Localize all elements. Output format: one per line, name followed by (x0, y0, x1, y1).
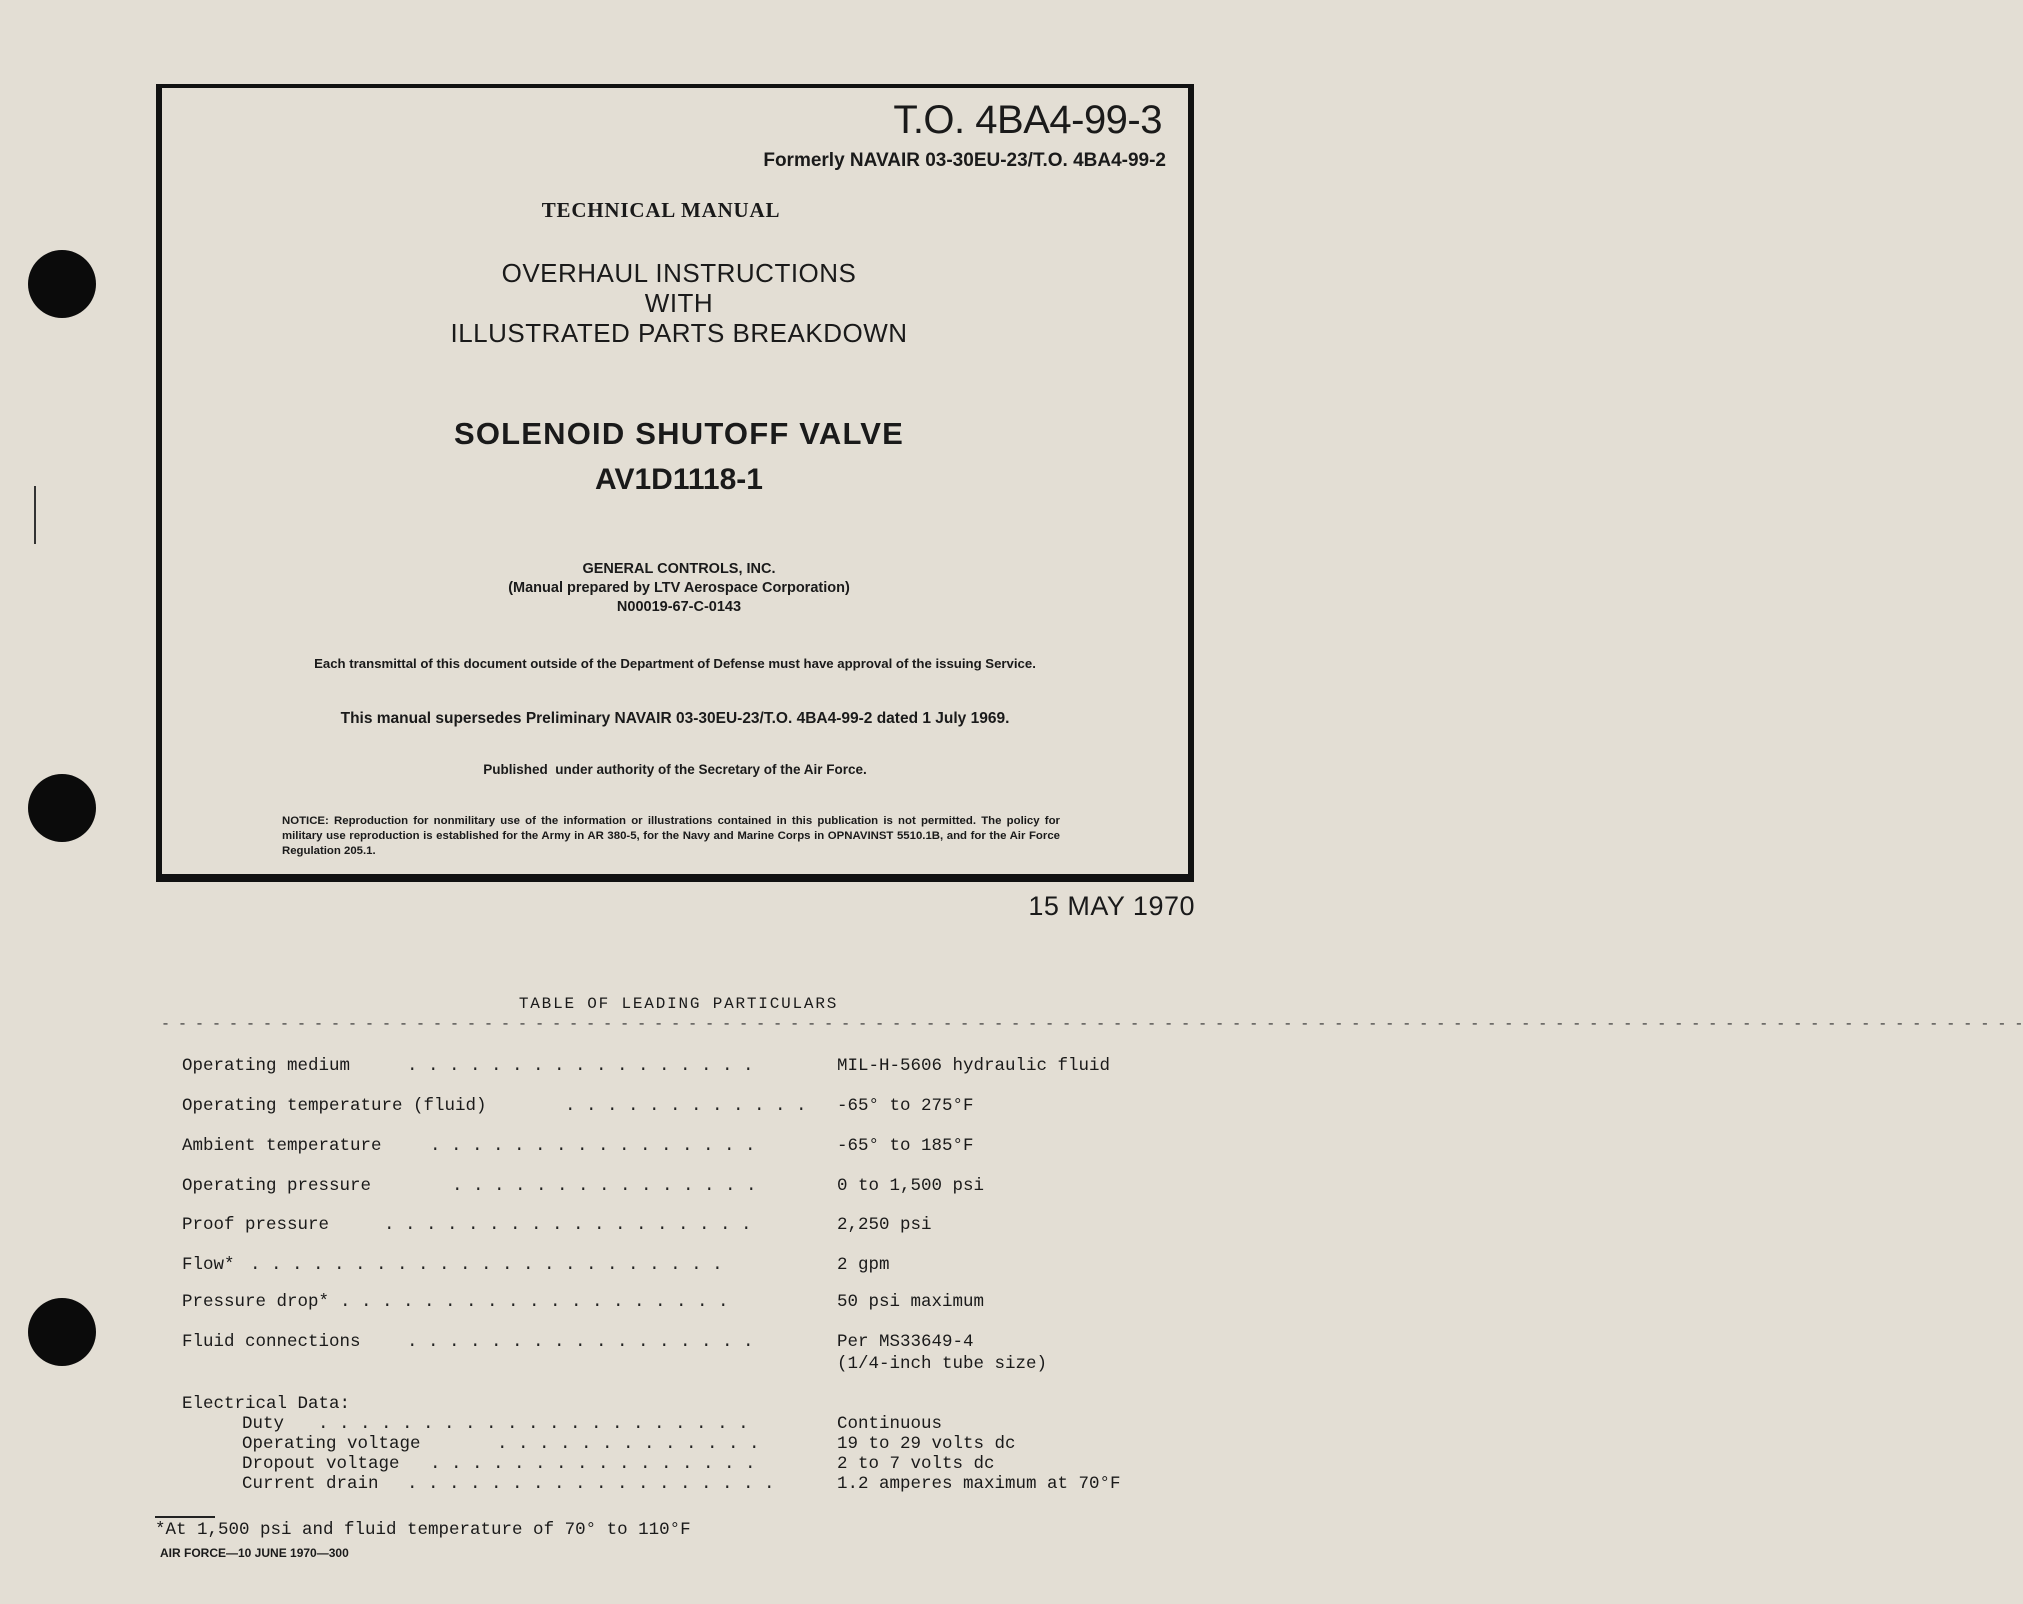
particular-value: -65° to 185°F (837, 1136, 974, 1156)
margin-mark (34, 486, 36, 544)
electrical-value: Continuous (837, 1414, 943, 1434)
transmittal-note: Each transmittal of this document outside of the Department of Defense must have approval of the issuing Service. (314, 656, 1036, 671)
particular-row (182, 1292, 1182, 1316)
contract-number: N00019-67-C-0143 (616, 599, 742, 615)
leader-dots: . . . . . . . . . . . . . . . . . (407, 1056, 754, 1076)
particular-value-continued: (1/4-inch tube size) (837, 1354, 1048, 1374)
binder-hole-bottom (28, 1298, 96, 1366)
electrical-label: Current drain (242, 1474, 379, 1494)
leader-dots: . . . . . . . . . . . . . . . . (430, 1454, 756, 1474)
particular-label: Proof pressure (182, 1215, 330, 1235)
manual-type: TECHNICAL MANUAL (541, 198, 781, 222)
particular-row (182, 1176, 1182, 1200)
particular-row (182, 1096, 1182, 1120)
print-line: AIR FORCE—10 JUNE 1970—300 (160, 1546, 349, 1560)
formerly-number: Formerly NAVAIR 03-30EU-23/T.O. 4BA4-99-2 (763, 150, 1166, 171)
particular-label: Operating pressure (182, 1176, 372, 1196)
manufacturer: GENERAL CONTROLS, INC. (582, 561, 776, 577)
subtitle-block (166, 258, 1192, 348)
particular-label: Ambient temperature (182, 1136, 382, 1156)
particular-row (182, 1056, 1182, 1080)
footnote-rule (155, 1516, 215, 1518)
leader-dots: . . . . . . . . . . . . . . . . . . (407, 1474, 775, 1494)
subtitle-line: OVERHAUL INSTRUCTIONS (501, 258, 857, 288)
particular-value: MIL-H-5606 hydraulic fluid (837, 1056, 1111, 1076)
manufacturer-block (166, 560, 1192, 617)
particular-row (182, 1136, 1182, 1160)
document-title: SOLENOID SHUTOFF VALVE (453, 416, 905, 451)
leader-dots: . . . . . . . . . . . . (565, 1096, 807, 1116)
electrical-row (182, 1474, 1182, 1498)
prepared-by: (Manual prepared by LTV Aerospace Corporation) (508, 580, 850, 596)
table-heading: TABLE OF LEADING PARTICULARS (518, 995, 839, 1013)
electrical-value: 1.2 amperes maximum at 70°F (837, 1474, 1121, 1494)
supersedes-note: This manual supersedes Preliminary NAVAIR 03-30EU-23/T.O. 4BA4-99-2 dated 1 July 1969. (340, 710, 1010, 727)
electrical-heading: Electrical Data: (182, 1394, 351, 1414)
cover-frame (156, 84, 1194, 882)
part-number: AV1D1118-1 (595, 463, 763, 496)
electrical-label: Dropout voltage (242, 1454, 400, 1474)
leader-dots: . . . . . . . . . . . . . . . . . (407, 1332, 754, 1352)
reproduction-notice: NOTICE: Reproduction for nonmilitary use of the information or illustrations contained in this publication is not permitted. The policy for military use reproduction is established for the Army in AR 380-5, for the Navy and Marine Corps in OPNAVINST 5510.1B, and for the Air Force Regulation 205.1. (282, 815, 1060, 857)
binder-hole-middle (28, 774, 96, 842)
authority-note: Published under authority of the Secretary of the Air Force. (483, 762, 867, 777)
particular-value: -65° to 275°F (837, 1096, 974, 1116)
leader-dots: . . . . . . . . . . . . . . . (452, 1176, 757, 1196)
subtitle-line: ILLUSTRATED PARTS BREAKDOWN (450, 318, 908, 348)
particular-label: Operating medium (182, 1056, 351, 1076)
particular-label: Pressure drop* (182, 1292, 330, 1312)
electrical-value: 2 to 7 volts dc (837, 1454, 995, 1474)
electrical-label: Duty (242, 1414, 285, 1434)
particular-row (182, 1332, 1182, 1380)
dashed-rule: - - - - - - - - - - - - - - - - - - - - - - - - - - - - - - - - - - - - - - - - - - - - - - - - - - - - - - - - - - - - - - - - - - - - - - - - - - - - - - - - - - - - - - - - - - - - - - - - - - - - - - - - - - - - - - (161, 1016, 2023, 1033)
leader-dots: . . . . . . . . . . . . . (497, 1434, 760, 1454)
leader-dots: . . . . . . . . . . . . . . . . . . (384, 1215, 752, 1235)
leader-dots: . . . . . . . . . . . . . . . . . . . . . (318, 1414, 749, 1434)
to-number: T.O. 4BA4-99-3 (893, 98, 1162, 142)
particular-value: 2 gpm (837, 1255, 890, 1275)
particular-value: Per MS33649-4 (837, 1332, 974, 1352)
particular-value: 2,250 psi (837, 1215, 932, 1235)
particular-row (182, 1255, 1182, 1279)
publication-date: 15 MAY 1970 (1028, 891, 1195, 921)
particular-row (182, 1215, 1182, 1239)
electrical-value: 19 to 29 volts dc (837, 1434, 1016, 1454)
particular-label: Fluid connections (182, 1332, 361, 1352)
footnote: *At 1,500 psi and fluid temperature of 70° to 110°F (155, 1520, 691, 1540)
subtitle-line: WITH (644, 288, 714, 318)
electrical-label: Operating voltage (242, 1434, 421, 1454)
leader-dots: . . . . . . . . . . . . . . . . . . . (340, 1292, 729, 1312)
particular-value: 0 to 1,500 psi (837, 1176, 985, 1196)
binder-hole-top (28, 250, 96, 318)
particular-value: 50 psi maximum (837, 1292, 985, 1312)
particular-label: Operating temperature (fluid) (182, 1096, 487, 1116)
leader-dots: . . . . . . . . . . . . . . . . . . . . . . . (250, 1255, 723, 1275)
leader-dots: . . . . . . . . . . . . . . . . (430, 1136, 756, 1156)
particular-label: Flow* (182, 1255, 235, 1275)
